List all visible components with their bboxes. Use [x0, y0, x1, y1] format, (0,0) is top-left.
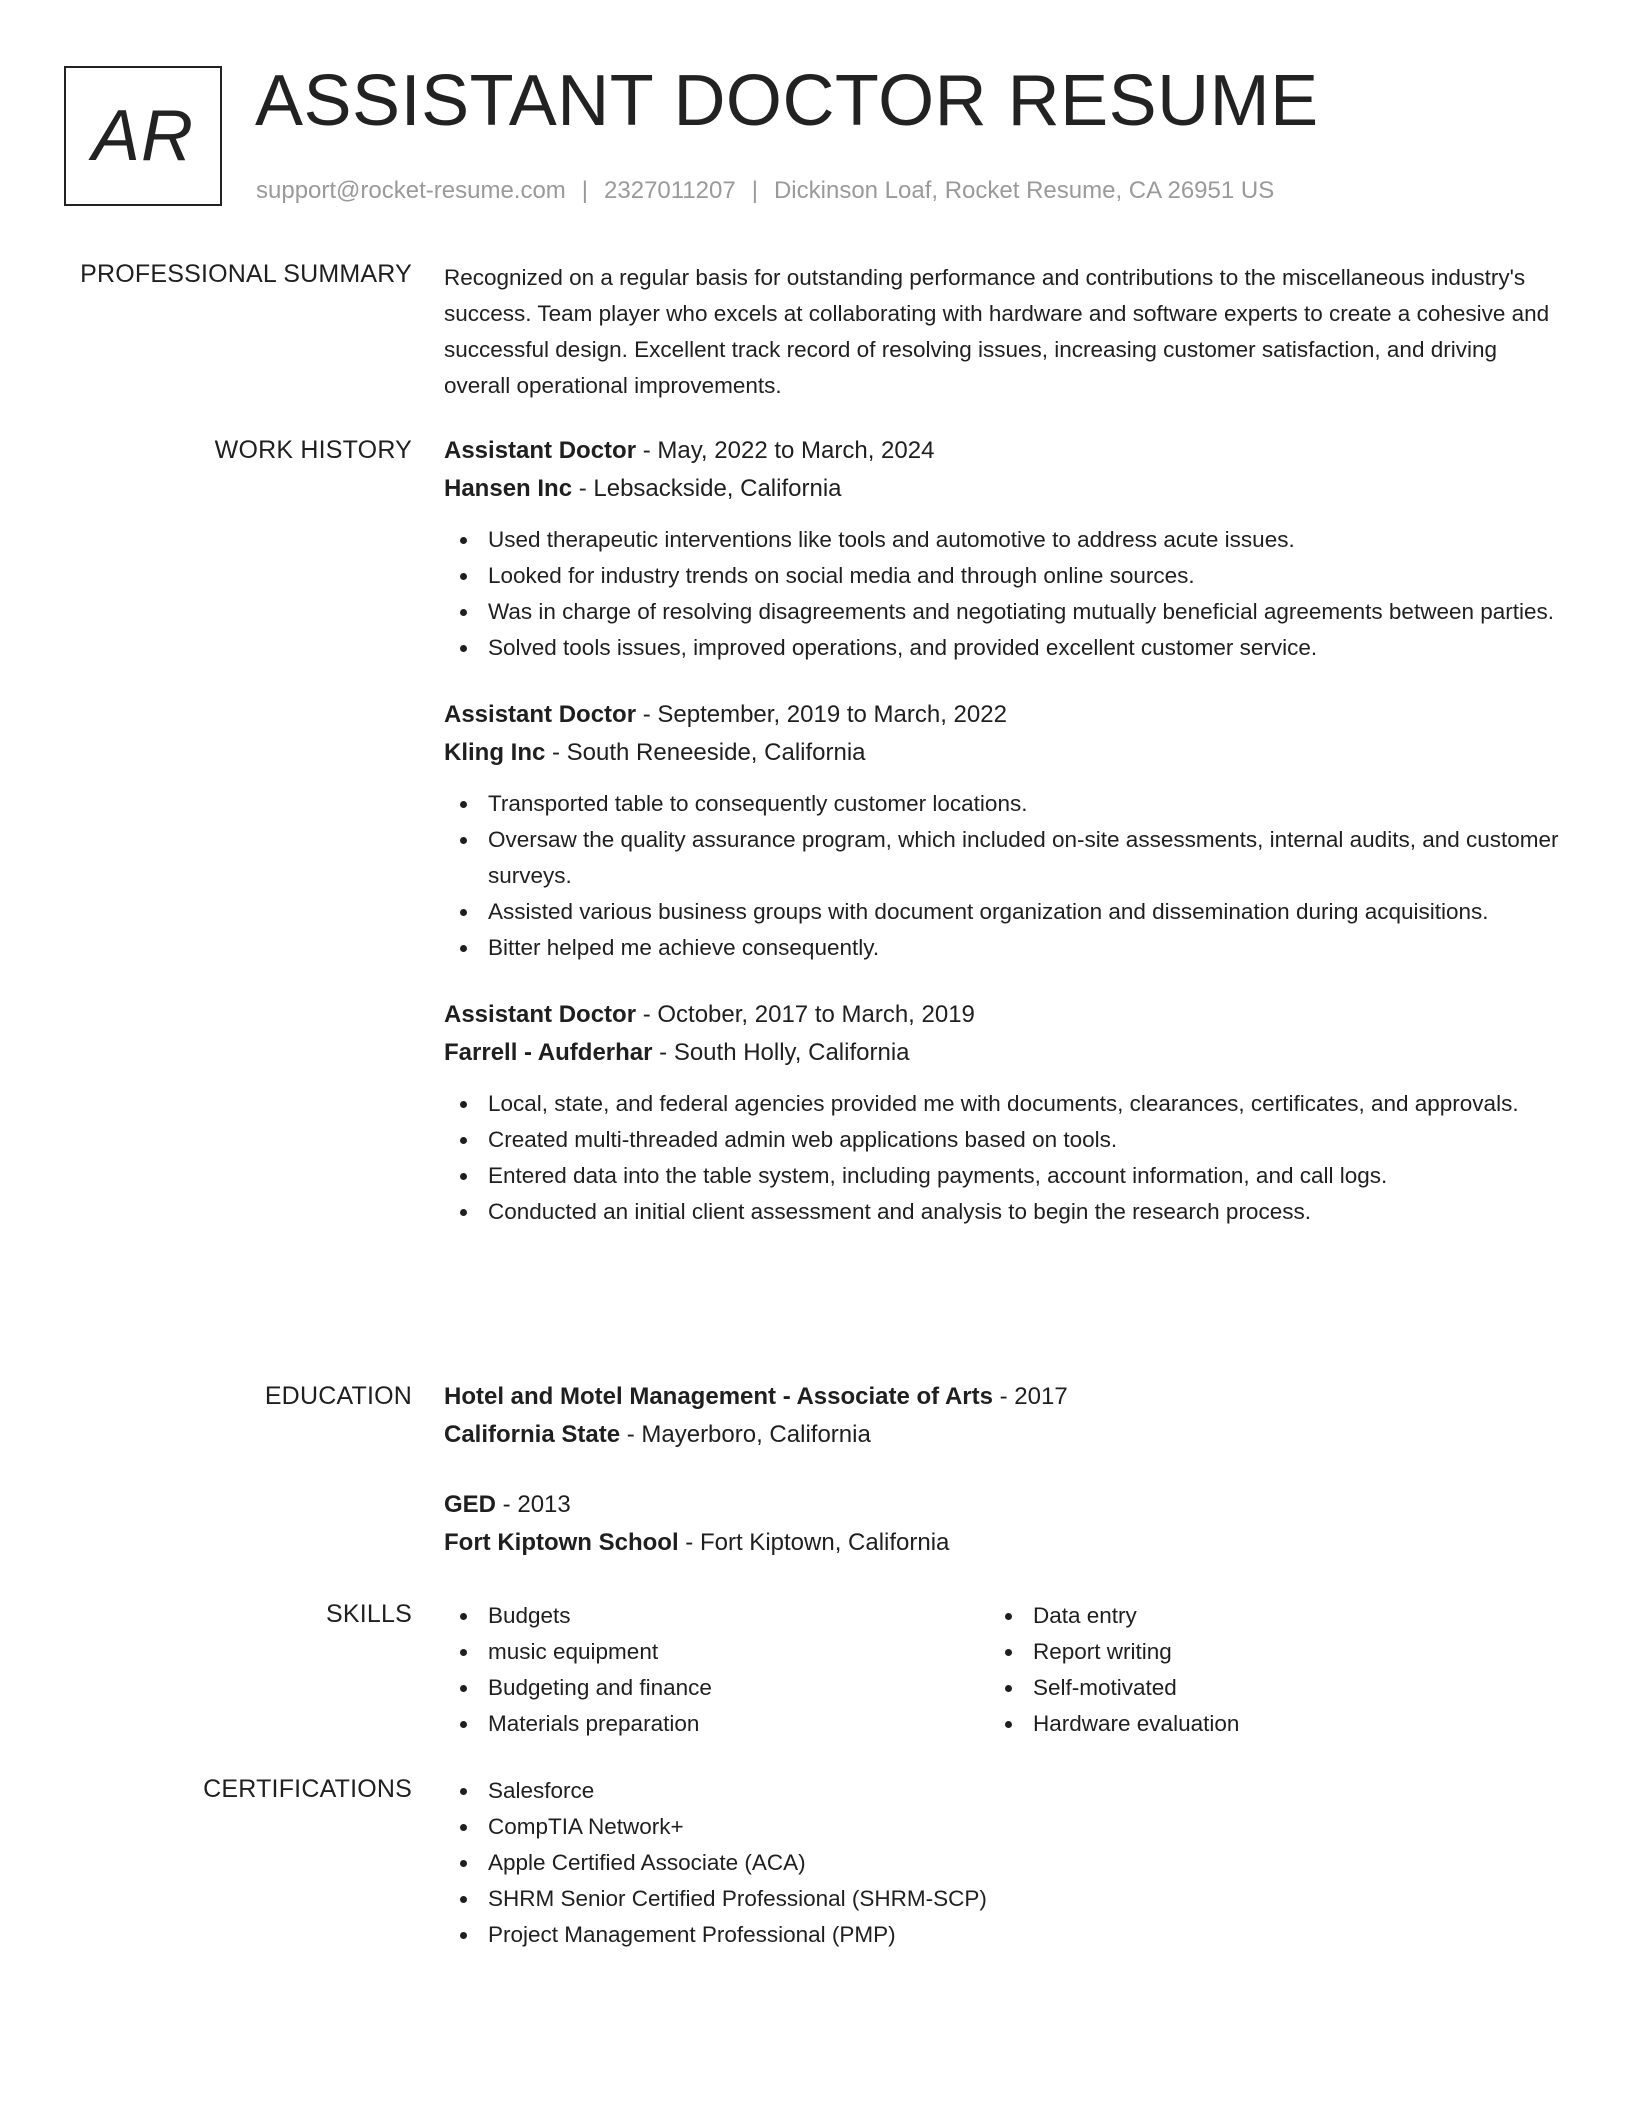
job-bullet: Local, state, and federal agencies provided me with documents, clearances, certificates, and approvals.	[444, 1086, 1564, 1122]
job-bullet: Used therapeutic interventions like tools and automotive to address acute issues.	[444, 522, 1564, 558]
job-title-line	[444, 696, 1564, 734]
job-location: - Lebsackside, California	[572, 475, 842, 502]
job-location: - South Reneeside, California	[545, 739, 866, 766]
skills-heading: SKILLS	[326, 1600, 412, 1628]
job-entry	[444, 996, 1564, 1230]
job-dates: - October, 2017 to March, 2019	[636, 1001, 975, 1028]
job-company: Hansen Inc	[444, 475, 573, 502]
skill-item: Hardware evaluation	[989, 1706, 1534, 1742]
certification-item: Project Management Professional (PMP)	[444, 1917, 1564, 1953]
work-history-heading: WORK HISTORY	[214, 436, 412, 464]
job-title-line	[444, 996, 1564, 1034]
skill-item: music equipment	[444, 1634, 989, 1670]
certification-item: Apple Certified Associate (ACA)	[444, 1845, 1564, 1881]
education-degree-line	[444, 1378, 1564, 1416]
job-bullets	[444, 1086, 1564, 1230]
job-company-line	[444, 734, 1564, 772]
job-bullet: Oversaw the quality assurance program, which included on-site assessments, internal audits, and customer surveys.	[444, 822, 1564, 894]
education-body	[444, 1378, 1564, 1594]
education-school: California State	[444, 1421, 621, 1448]
contact-email: support@rocket-resume.com	[256, 177, 566, 204]
certification-item: Salesforce	[444, 1773, 1564, 1809]
job-bullet: Assisted various business groups with document organization and dissemination during acquisitions.	[444, 894, 1564, 930]
contact-address: Dickinson Loaf, Rocket Resume, CA 26951 US	[773, 177, 1275, 204]
job-bullet: Bitter helped me achieve consequently.	[444, 930, 1564, 966]
summary-body	[444, 260, 1564, 404]
education-school-line	[444, 1416, 1564, 1454]
education-year: - 2013	[496, 1491, 571, 1518]
job-bullet: Was in charge of resolving disagreements and negotiating mutually beneficial agreements between parties.	[444, 594, 1564, 630]
job-dates: - May, 2022 to March, 2024	[636, 437, 935, 464]
contact-phone: 2327011207	[604, 177, 736, 204]
job-bullets	[444, 786, 1564, 966]
certification-item: CompTIA Network+	[444, 1809, 1564, 1845]
job-company: Farrell - Aufderhar	[444, 1039, 653, 1066]
job-dates: - September, 2019 to March, 2022	[636, 701, 1007, 728]
contact-line	[256, 176, 1274, 206]
job-title-line	[444, 432, 1564, 470]
contact-separator: |	[751, 177, 758, 204]
education-school-line	[444, 1524, 1564, 1562]
job-bullet: Created multi-threaded admin web applications based on tools.	[444, 1122, 1564, 1158]
monogram-initials: AR	[91, 96, 195, 176]
education-year: - 2017	[992, 1383, 1068, 1410]
education-location: - Fort Kiptown, California	[678, 1529, 950, 1556]
education-entry	[444, 1378, 1564, 1454]
skill-item: Self-motivated	[989, 1670, 1534, 1706]
resume-title: ASSISTANT DOCTOR RESUME	[255, 61, 1319, 141]
job-bullet: Transported table to consequently customer locations.	[444, 786, 1564, 822]
education-location: - Mayerboro, California	[620, 1421, 871, 1448]
job-location: - South Holly, California	[652, 1039, 910, 1066]
job-bullet: Solved tools issues, improved operations, and provided excellent customer service.	[444, 630, 1564, 666]
job-entry	[444, 696, 1564, 966]
education-degree: GED	[444, 1491, 497, 1518]
education-degree: Hotel and Motel Management - Associate of Arts	[444, 1383, 993, 1410]
skills-list	[989, 1598, 1534, 1742]
certification-item: SHRM Senior Certified Professional (SHRM-SCP)	[444, 1881, 1564, 1917]
skill-item: Materials preparation	[444, 1706, 989, 1742]
certifications-list	[444, 1773, 1564, 1953]
skills-column-left	[444, 1598, 989, 1742]
job-title: Assistant Doctor	[444, 701, 637, 728]
education-entry	[444, 1486, 1564, 1562]
education-degree-line	[444, 1486, 1564, 1524]
job-company-line	[444, 470, 1564, 508]
job-bullet: Conducted an initial client assessment and analysis to begin the research process.	[444, 1194, 1564, 1230]
skill-item: Budgeting and finance	[444, 1670, 989, 1706]
job-company: Kling Inc	[444, 739, 546, 766]
monogram-box	[64, 66, 222, 206]
skill-item: Budgets	[444, 1598, 989, 1634]
job-company-line	[444, 1034, 1564, 1072]
summary-heading: PROFESSIONAL SUMMARY	[80, 260, 412, 288]
certifications-heading: CERTIFICATIONS	[203, 1775, 412, 1803]
work-history-body	[444, 432, 1564, 1260]
job-entry	[444, 432, 1564, 666]
job-bullet: Entered data into the table system, including payments, account information, and call logs.	[444, 1158, 1564, 1194]
contact-separator: |	[581, 177, 589, 204]
skills-list	[444, 1598, 989, 1742]
skills-grid	[444, 1598, 1564, 1742]
job-title: Assistant Doctor	[444, 437, 637, 464]
skill-item: Report writing	[989, 1634, 1534, 1670]
certifications-body	[444, 1773, 1564, 1953]
job-title: Assistant Doctor	[444, 1001, 637, 1028]
summary-text: Recognized on a regular basis for outstanding performance and contributions to the miscellaneous industry's success. Team player who excels at collaborating with hardware and software experts to create a cohesive and successful design. Excellent track record of resolving issues, increasing customer satisfaction, and driving overall operational improvements.	[444, 265, 1550, 398]
education-heading: EDUCATION	[264, 1382, 412, 1410]
skills-column-right	[989, 1598, 1534, 1742]
job-bullet: Looked for industry trends on social media and through online sources.	[444, 558, 1564, 594]
job-bullets	[444, 522, 1564, 666]
skill-item: Data entry	[989, 1598, 1534, 1634]
skills-body	[444, 1598, 1564, 1742]
education-school: Fort Kiptown School	[444, 1529, 679, 1556]
